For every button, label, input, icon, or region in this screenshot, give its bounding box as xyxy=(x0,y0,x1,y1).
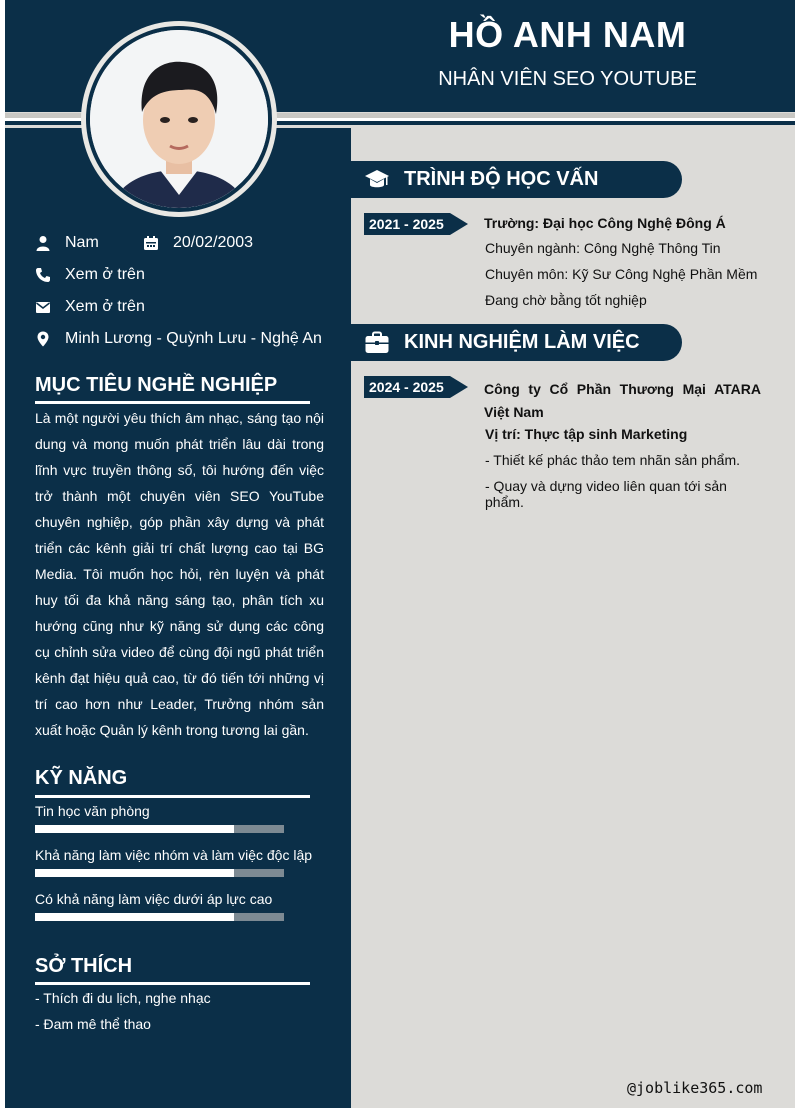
envelope-icon xyxy=(35,299,51,315)
education-status: Đang chờ bằng tốt nghiệp xyxy=(485,292,647,308)
email-row xyxy=(35,298,145,316)
graduation-cap-icon xyxy=(364,167,390,193)
education-specialty: Chuyên môn: Kỹ Sư Công Nghệ Phần Mềm xyxy=(485,266,758,282)
experience-company: Công ty Cổ Phần Thương Mại ATARA Việt Nam xyxy=(484,381,761,420)
experience-duty: - Quay và dựng video liên quan tới sản phẩm. xyxy=(485,478,727,510)
education-heading-bar xyxy=(351,161,682,198)
experience-position: Vị trí: Thực tập sinh Marketing xyxy=(485,426,688,442)
phone-value: Xem ở trên xyxy=(65,266,145,283)
hobbies-underline xyxy=(35,982,310,985)
watermark: @joblike365.com xyxy=(627,1079,763,1097)
skill-label: Có khả năng làm việc dưới áp lực cao xyxy=(35,891,273,907)
skill-label: Tin học văn phòng xyxy=(35,803,150,819)
skills-heading: KỸ NĂNG xyxy=(35,767,128,789)
birthdate-row xyxy=(143,234,253,252)
briefcase-icon xyxy=(364,330,390,356)
phone-icon xyxy=(35,267,51,283)
email-value: Xem ở trên xyxy=(65,298,145,315)
cv-page xyxy=(5,0,795,1108)
portrait-photo xyxy=(90,30,268,208)
candidate-name: HỒ ANH NAM xyxy=(448,14,687,55)
skill-bar xyxy=(35,825,284,833)
skill-bar-fill xyxy=(35,869,234,877)
hobby-item: - Thích đi du lịch, nghe nhạc xyxy=(35,990,211,1006)
skills-underline xyxy=(35,795,310,798)
birthdate-value: 20/02/2003 xyxy=(173,234,254,251)
phone-row xyxy=(35,266,145,284)
address-row xyxy=(35,330,322,348)
gender-value: Nam xyxy=(65,234,99,251)
address-value: Minh Lương - Quỳnh Lưu - Nghệ An xyxy=(65,330,322,347)
gender-row xyxy=(35,234,99,252)
objective-underline xyxy=(35,401,310,404)
education-major: Chuyên ngành: Công Nghệ Thông Tin xyxy=(485,240,721,256)
skill-bar xyxy=(35,913,284,921)
candidate-title: NHÂN VIÊN SEO YOUTUBE xyxy=(438,68,697,90)
education-school: Trường: Đại học Công Nghệ Đông Á xyxy=(484,215,726,231)
skill-bar-fill xyxy=(35,825,234,833)
experience-heading-bar xyxy=(351,324,682,361)
experience-duty: - Thiết kế phác thảo tem nhãn sản phẩm. xyxy=(485,452,741,468)
skill-bar xyxy=(35,869,284,877)
objective-text: Là một người yêu thích âm nhạc, sáng tạo nội dung và mong muốn phát triển lâu dài trong lĩnh vực truyền thông số, tôi hướng đến việc trở thành một chuyên viên SEO YouTube chuyên nghiệp, góp phần xây dựng và phát triển các kênh giải trí chất lượng cao tại BG Media. Tôi muốn học hỏi, rèn luyện và phát huy tối đa khả năng sáng tạo, phân tích xu hướng cũng như kỹ năng sử dụng các công cụ chỉnh sửa video để cùng đội ngũ phát triển kênh đạt hiệu quả cao, từ đó tiến tới những vị trí cao hơn như Leader, Trưởng nhóm sản xuất hoặc Quản lý kênh trong tương lai gần. xyxy=(35,410,324,738)
map-pin-icon xyxy=(35,331,51,347)
objective-heading: MỤC TIÊU NGHỀ NGHIỆP xyxy=(35,374,278,396)
user-icon xyxy=(35,235,51,251)
experience-period: 2024 - 2025 xyxy=(364,376,450,398)
avatar xyxy=(81,21,277,217)
portrait-illustration xyxy=(90,30,268,208)
skill-bar-fill xyxy=(35,913,234,921)
hobbies-heading: SỞ THÍCH xyxy=(35,955,133,977)
experience-heading: KINH NGHIỆM LÀM VIỆC xyxy=(404,331,640,353)
calendar-icon xyxy=(143,235,159,251)
education-heading: TRÌNH ĐỘ HỌC VẤN xyxy=(404,168,599,190)
education-period: 2021 - 2025 xyxy=(364,213,450,235)
hobby-item: - Đam mê thể thao xyxy=(35,1016,151,1032)
skill-label: Khả năng làm việc nhóm và làm việc độc lập xyxy=(35,847,313,863)
